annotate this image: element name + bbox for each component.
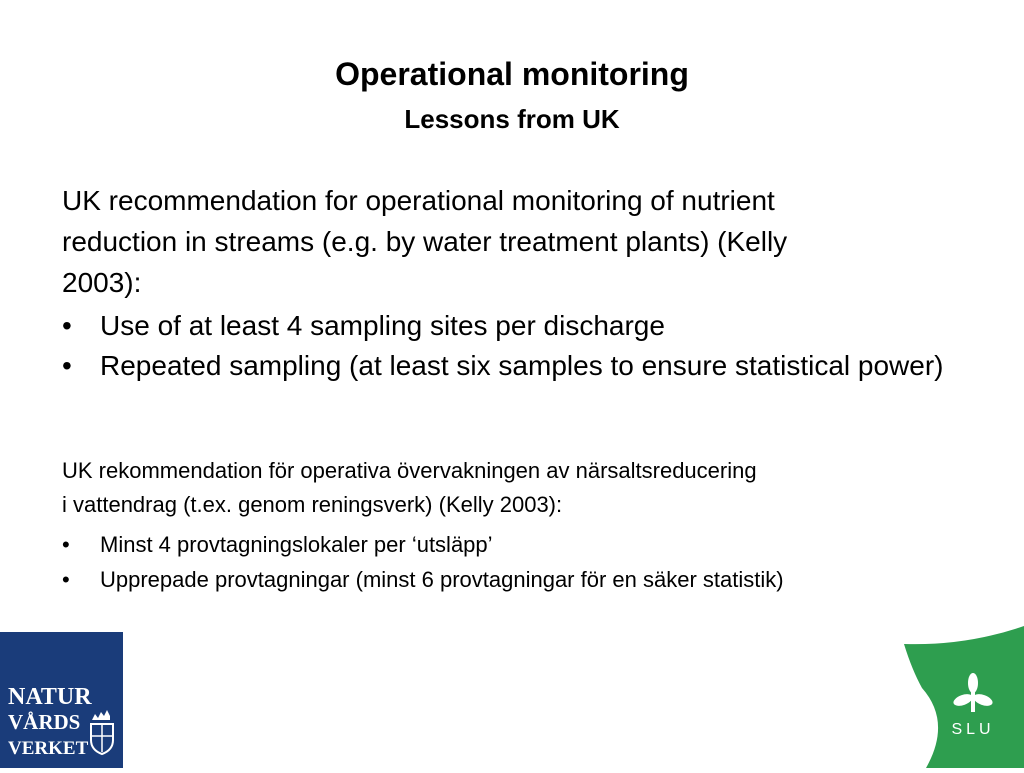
english-paragraph-line-1: UK recommendation for operational monitoring of nutrient: [62, 185, 775, 216]
swedish-paragraph-line-1: UK rekommendation för operativa övervakningen av närsaltsreducering: [62, 458, 757, 483]
nv-logo-line3: VERKET: [8, 738, 89, 759]
swedish-paragraph: [62, 454, 982, 522]
english-bullet-1: [62, 309, 972, 343]
crown-shield-icon: [91, 710, 113, 754]
naturvardsverket-logo-graphic: [0, 632, 123, 768]
swedish-bullet-2: [62, 568, 982, 592]
slide-subtitle: Lessons from UK: [404, 104, 620, 134]
swedish-paragraph-line-2: i vattendrag (t.ex. genom reningsverk) (Kelly 2003):: [62, 492, 563, 517]
english-bullet-list: [62, 309, 972, 383]
nv-logo-line1: NATUR: [8, 684, 92, 710]
bullet-marker: •: [62, 567, 70, 592]
swedish-section: [62, 454, 982, 592]
english-paragraph: [62, 180, 972, 303]
bullet-marker: •: [62, 350, 72, 381]
english-section: [62, 180, 972, 383]
slide-title: Operational monitoring: [335, 56, 689, 92]
slu-logo-graphic: [904, 626, 1024, 768]
swedish-bullet-2-text: Upprepade provtagningar (minst 6 provtagningar för en säker statistik): [100, 567, 784, 592]
english-bullet-1-text: Use of at least 4 sampling sites per discharge: [100, 310, 665, 341]
swedish-bullet-1-text: Minst 4 provtagningslokaler per ‘utsläpp’: [100, 532, 493, 557]
slu-logo-text: SLU: [951, 721, 995, 738]
english-paragraph-line-2: reduction in streams (e.g. by water treatment plants) (Kelly: [62, 226, 788, 257]
english-paragraph-line-3: 2003):: [62, 267, 142, 298]
nv-logo-line2: VÅRDS: [8, 710, 81, 734]
english-bullet-2-text: Repeated sampling (at least six samples to ensure statistical power): [100, 350, 944, 381]
english-bullet-2: [62, 349, 972, 383]
bullet-marker: •: [62, 532, 70, 557]
naturvardsverket-logo: [0, 632, 123, 768]
slu-logo: [904, 626, 1024, 768]
bullet-marker: •: [62, 310, 72, 341]
swedish-bullet-list: [62, 533, 982, 592]
swedish-bullet-1: [62, 533, 982, 557]
